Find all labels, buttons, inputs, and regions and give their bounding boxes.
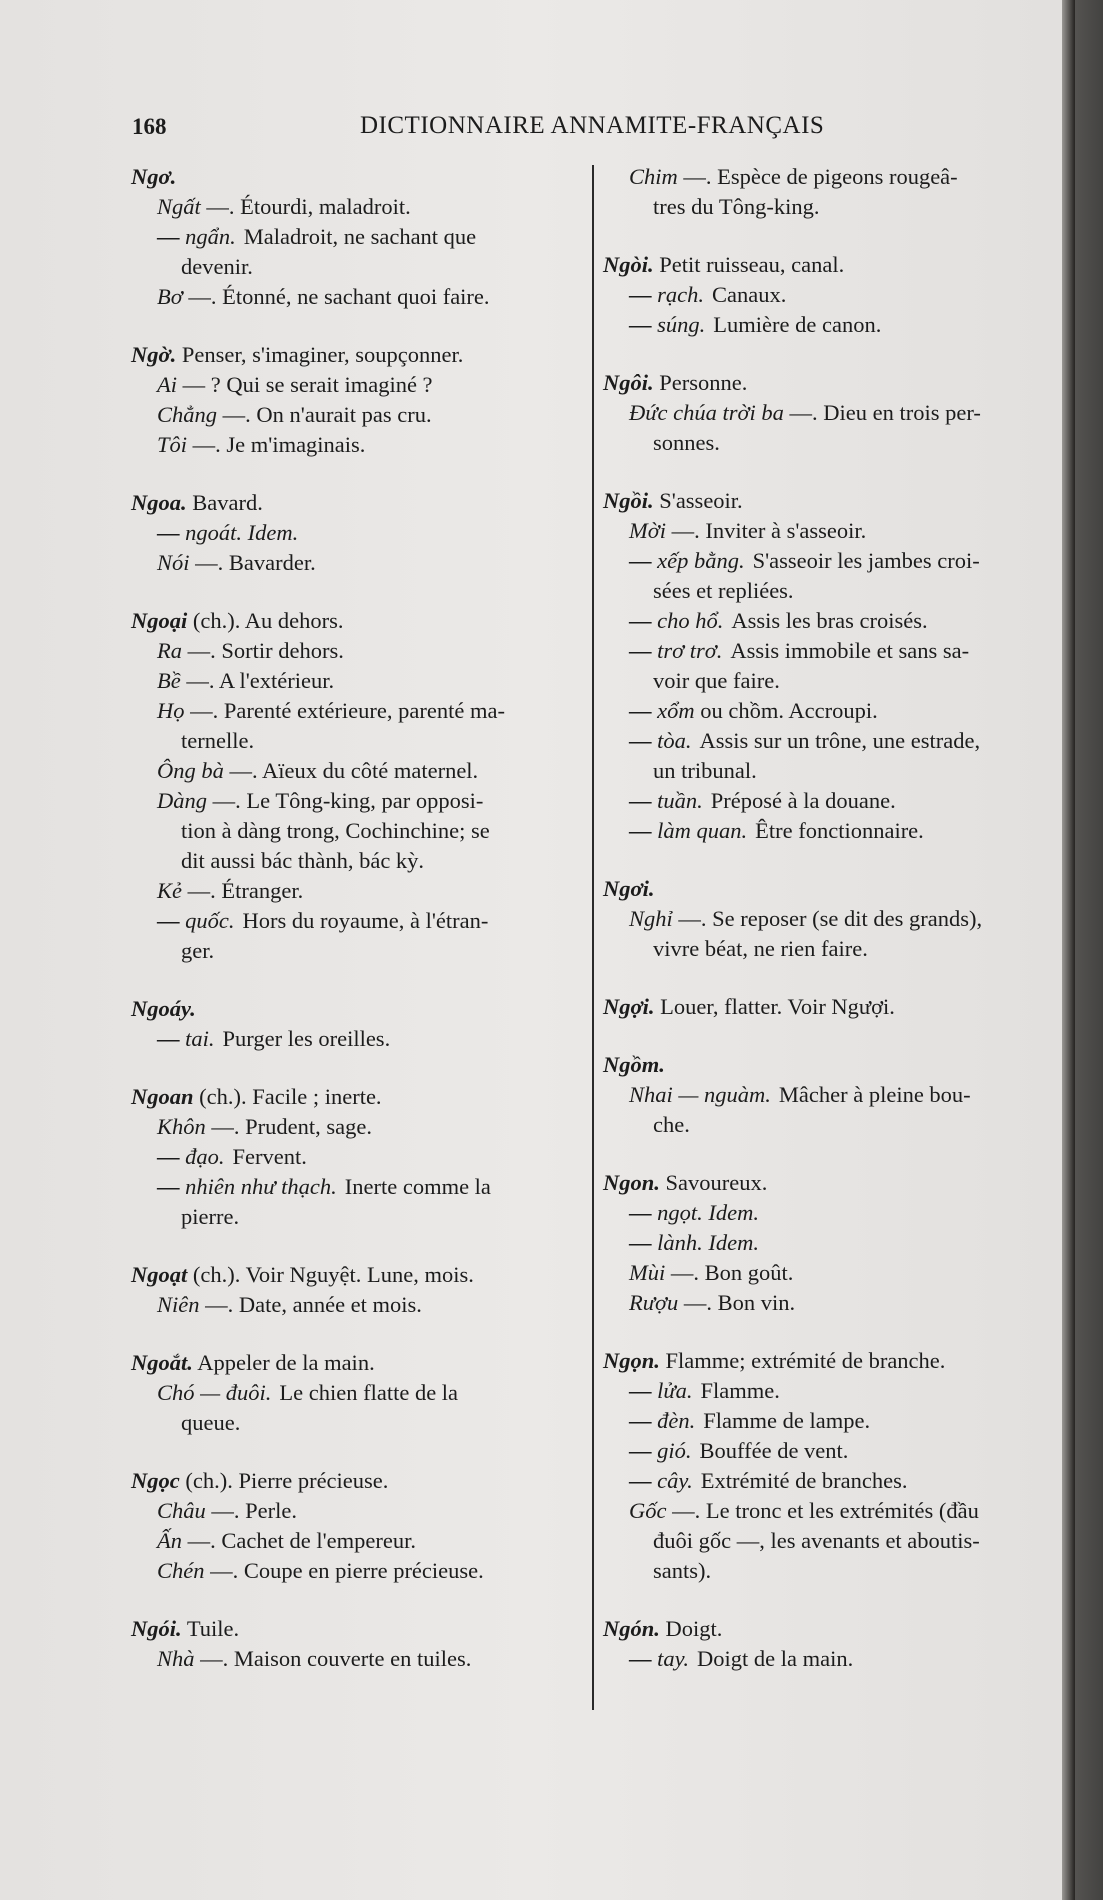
dictionary-entry: [603, 486, 1053, 846]
entry-continuation: [603, 1556, 1053, 1586]
entry-subline: [131, 518, 583, 548]
vietnamese-term: ngoát. Idem.: [185, 520, 299, 545]
entry-subline: [131, 696, 583, 726]
definition-text: Savoureux.: [659, 1170, 768, 1195]
vietnamese-term: ngọt. Idem.: [657, 1200, 759, 1225]
dictionary-entry: [603, 250, 1053, 340]
vietnamese-term: Nhà: [157, 1646, 195, 1671]
entry-continuation: [603, 428, 1053, 458]
entry-dash: —: [629, 548, 658, 573]
entry-subline: [131, 666, 583, 696]
entry-subline: [603, 546, 1053, 576]
entry-subline: [603, 606, 1053, 636]
page-number: 168: [132, 114, 167, 139]
entry-subline: [131, 786, 583, 816]
dictionary-entry: [131, 1466, 583, 1586]
definition-text: Louer, flatter. Voir Ngượi.: [654, 994, 895, 1019]
vietnamese-term: cây.: [657, 1468, 693, 1493]
dictionary-entry: [131, 606, 583, 966]
vietnamese-term: Dàng: [157, 788, 207, 813]
entry-dash: —: [629, 788, 658, 813]
entry-subline: [131, 876, 583, 906]
dictionary-entry: [603, 1346, 1053, 1586]
dictionary-entry: [131, 1082, 583, 1232]
headword: Ngoa.: [131, 490, 187, 515]
definition-text: Préposé à la douane.: [710, 788, 896, 813]
entry-dash: —: [629, 312, 658, 337]
definition-text: sonnes.: [653, 430, 720, 455]
definition-text: Doigt de la main.: [697, 1646, 854, 1671]
vietnamese-term: tòa.: [657, 728, 692, 753]
definition-text: —. Espèce de pigeons rougeâ-: [677, 164, 958, 189]
vietnamese-term: Chén: [157, 1558, 205, 1583]
entry-subline: [131, 906, 583, 936]
vietnamese-term: Nói: [157, 550, 190, 575]
entry-continuation: [603, 192, 1053, 222]
vietnamese-term: Bề: [157, 668, 181, 693]
entry-dash: —: [157, 1174, 186, 1199]
definition-text: —. Coupe en pierre précieuse.: [204, 1558, 484, 1583]
vietnamese-term: làm quan.: [657, 818, 748, 843]
vietnamese-term: Ấn: [157, 1528, 182, 1553]
entry-dash: —: [629, 282, 658, 307]
definition-text: —. Aïeux du côté maternel.: [223, 758, 479, 783]
dictionary-entry: [603, 1614, 1053, 1674]
vietnamese-term: Tôi: [157, 432, 188, 457]
definition-text: tres du Tông-king.: [653, 194, 820, 219]
definition-text: ou chồm. Accroupi.: [694, 698, 878, 723]
entry-headword-line: [131, 340, 583, 370]
vietnamese-term: cho hổ.: [657, 608, 724, 633]
definition-text: voir que faire.: [653, 668, 780, 693]
definition-text: Fervent.: [232, 1144, 307, 1169]
dictionary-entry: [131, 994, 583, 1054]
definition-text: sées et repliées.: [653, 578, 794, 603]
vietnamese-term: Họ: [157, 698, 185, 723]
headword: Ngoáy.: [131, 996, 196, 1021]
entry-headword-line: [603, 486, 1053, 516]
entry-headword-line: [131, 1614, 583, 1644]
definition-text: —. Bon vin.: [678, 1290, 796, 1315]
headword: Ngoạt: [131, 1262, 188, 1287]
definition-text: Mâcher à pleine bou-: [778, 1082, 971, 1107]
entry-continuation: [131, 726, 583, 756]
dictionary-entry: [131, 1260, 583, 1320]
entry-continuation: [131, 252, 583, 282]
entry-dash: —: [629, 1646, 658, 1671]
definition-text: Être fonctionnaire.: [755, 818, 924, 843]
vietnamese-term: Ngất: [157, 194, 201, 219]
entry-dash: —: [629, 638, 658, 663]
entry-dash: —: [629, 818, 658, 843]
definition-text: pierre.: [181, 1204, 240, 1229]
vietnamese-term: Mùi: [629, 1260, 666, 1285]
definition-text: un tribunal.: [653, 758, 757, 783]
entry-subline: [603, 1288, 1053, 1318]
entry-headword-line: [131, 1466, 583, 1496]
vietnamese-term: tay.: [657, 1646, 689, 1671]
entry-subline: [603, 398, 1053, 428]
definition-text: —. Se reposer (se dit des grands),: [672, 906, 983, 931]
entry-dash: —: [157, 1026, 186, 1051]
dictionary-entry: [131, 1348, 583, 1438]
definition-text: ternelle.: [181, 728, 255, 753]
entry-continuation: [603, 666, 1053, 696]
column-divider: [592, 165, 594, 1710]
vietnamese-term: lành. Idem.: [657, 1230, 759, 1255]
entry-headword-line: [131, 1082, 583, 1112]
entry-subline: [603, 1466, 1053, 1496]
entry-dash: —: [629, 608, 658, 633]
vietnamese-term: tai.: [185, 1026, 215, 1051]
entry-headword-line: [131, 994, 583, 1024]
headword: Ngói.: [131, 1616, 182, 1641]
entry-subline: [603, 310, 1053, 340]
entry-headword-line: [603, 1614, 1053, 1644]
entry-subline: [603, 162, 1053, 192]
entry-continuation: [603, 934, 1053, 964]
headword: Ngợi.: [603, 994, 655, 1019]
entry-dash: —: [629, 728, 658, 753]
entry-subline: [603, 904, 1053, 934]
vietnamese-term: Gốc: [629, 1498, 667, 1523]
dictionary-entry: [131, 1614, 583, 1674]
entry-subline: [603, 636, 1053, 666]
entry-subline: [603, 1198, 1053, 1228]
definition-text: S'asseoir les jambes croi-: [752, 548, 980, 573]
definition-text: Hors du royaume, à l'étran-: [242, 908, 489, 933]
definition-text: —. Cachet de l'empereur.: [182, 1528, 416, 1553]
entry-subline: [603, 726, 1053, 756]
entry-subline: [131, 548, 583, 578]
definition-text: Petit ruisseau, canal.: [653, 252, 845, 277]
definition-text: Le chien flatte de la: [279, 1380, 459, 1405]
vietnamese-term: đạo.: [185, 1144, 225, 1169]
headword: Ngờ.: [131, 342, 177, 367]
entry-dash: —: [629, 1230, 658, 1255]
headword: Ngón.: [603, 1616, 660, 1641]
definition-text: —. Dieu en trois per-: [783, 400, 981, 425]
vietnamese-term: Bơ: [157, 284, 183, 309]
vietnamese-term: trơ trơ.: [657, 638, 723, 663]
entry-subline: [603, 696, 1053, 726]
entry-continuation: [131, 816, 583, 846]
entry-dash: —: [629, 1378, 658, 1403]
definition-text: Maladroit, ne sachant que: [243, 224, 477, 249]
entry-subline: [131, 430, 583, 460]
entry-subline: [131, 192, 583, 222]
definition-text: (ch.). Pierre précieuse.: [179, 1468, 389, 1493]
definition-text: Assis les bras croisés.: [731, 608, 928, 633]
entry-headword-line: [131, 1348, 583, 1378]
entry-headword-line: [603, 992, 1053, 1022]
headword: Ngơ.: [131, 164, 177, 189]
entry-headword-line: [131, 606, 583, 636]
definition-text: —. Le tronc et les extrémités (đầu: [666, 1498, 979, 1523]
entry-subline: [603, 1228, 1053, 1258]
right-column: [603, 162, 1053, 1702]
entry-headword-line: [131, 162, 583, 192]
definition-text: —. Parenté extérieure, parenté ma-: [184, 698, 505, 723]
vietnamese-term: Đức chúa trời ba: [629, 400, 784, 425]
headword: Ngoắt.: [131, 1350, 193, 1375]
entry-subline: [603, 786, 1053, 816]
entry-continuation: [131, 1202, 583, 1232]
vietnamese-term: đèn.: [657, 1408, 696, 1433]
definition-text: vivre béat, ne rien faire.: [653, 936, 868, 961]
vietnamese-term: Chim: [629, 164, 678, 189]
definition-text: —. Sortir dehors.: [182, 638, 344, 663]
headword: Ngơi.: [603, 876, 655, 901]
vietnamese-term: Chẳng: [157, 402, 218, 427]
entry-dash: —: [157, 224, 186, 249]
definition-text: —. Le Tông-king, par opposi-: [207, 788, 484, 813]
headword: Ngồi.: [603, 488, 654, 513]
definition-text: ger.: [181, 938, 215, 963]
definition-text: —. Bon goût.: [665, 1260, 794, 1285]
entry-dash: —: [629, 1438, 658, 1463]
definition-text: —. On n'aurait pas cru.: [217, 402, 432, 427]
entry-subline: [603, 1258, 1053, 1288]
headword: Ngoan: [131, 1084, 194, 1109]
entry-dash: —: [629, 1468, 658, 1493]
headword: Ngồm.: [603, 1052, 665, 1077]
left-column: [131, 162, 583, 1702]
entry-subline: [131, 222, 583, 252]
entry-subline: [131, 1526, 583, 1556]
definition-text: Inerte comme la: [344, 1174, 491, 1199]
entry-subline: [131, 756, 583, 786]
definition-text: —. Date, année et mois.: [199, 1292, 422, 1317]
vietnamese-term: súng.: [657, 312, 706, 337]
entry-dash: —: [157, 908, 186, 933]
vietnamese-term: Ai: [157, 372, 177, 397]
entry-subline: [131, 370, 583, 400]
headword: Ngôi.: [603, 370, 654, 395]
dictionary-entry: [603, 992, 1053, 1022]
entry-subline: [131, 636, 583, 666]
entry-headword-line: [603, 1346, 1053, 1376]
definition-text: —. Bavarder.: [189, 550, 316, 575]
vietnamese-term: Khôn: [157, 1114, 206, 1139]
entry-subline: [603, 1496, 1053, 1526]
vietnamese-term: Châu: [157, 1498, 206, 1523]
entry-dash: —: [629, 1408, 658, 1433]
entry-continuation: [603, 756, 1053, 786]
definition-text: —. Étranger.: [182, 878, 304, 903]
definition-text: Lumière de canon.: [713, 312, 882, 337]
entry-dash: —: [157, 520, 186, 545]
entry-subline: [131, 1556, 583, 1586]
definition-text: Flamme; extrémité de branche.: [659, 1348, 946, 1373]
definition-text: Assis sur un trône, une estrade,: [699, 728, 981, 753]
vietnamese-term: xếp bằng.: [657, 548, 745, 573]
vietnamese-term: Nghỉ: [629, 906, 673, 931]
entry-headword-line: [603, 250, 1053, 280]
entry-continuation: [131, 936, 583, 966]
entry-headword-line: [603, 1168, 1053, 1198]
entry-headword-line: [603, 1050, 1053, 1080]
entry-subline: [131, 1496, 583, 1526]
entry-subline: [131, 1378, 583, 1408]
definition-text: sants).: [653, 1558, 712, 1583]
vietnamese-term: Ông bà: [157, 758, 224, 783]
definition-text: —. A l'extérieur.: [180, 668, 335, 693]
entry-headword-line: [131, 1260, 583, 1290]
definition-text: Purger les oreilles.: [222, 1026, 391, 1051]
definition-text: — ? Qui se serait imaginé ?: [177, 372, 433, 397]
definition-text: (ch.). Au dehors.: [187, 608, 344, 633]
definition-text: đuôi gốc —, les avenants et aboutis-: [653, 1528, 980, 1553]
headword: Ngoại: [131, 608, 188, 633]
entry-headword-line: [603, 874, 1053, 904]
definition-text: Penser, s'imaginer, soupçonner.: [176, 342, 464, 367]
entry-subline: [131, 1112, 583, 1142]
dictionary-entry: [131, 488, 583, 578]
dictionary-entry: [603, 1050, 1053, 1140]
definition-text: Appeler de la main.: [192, 1350, 375, 1375]
entry-continuation: [603, 1526, 1053, 1556]
dictionary-entry: [131, 340, 583, 460]
definition-text: dit aussi bác thành, bác kỳ.: [181, 848, 425, 873]
definition-text: Personne.: [653, 370, 748, 395]
definition-text: —. Inviter à s'asseoir.: [666, 518, 867, 543]
entry-subline: [603, 516, 1053, 546]
headword: Ngòi.: [603, 252, 654, 277]
entry-continuation: [131, 1408, 583, 1438]
headword: Ngon.: [603, 1170, 660, 1195]
entry-subline: [131, 1024, 583, 1054]
definition-text: S'asseoir.: [653, 488, 743, 513]
entry-subline: [131, 1142, 583, 1172]
dictionary-entry: [603, 874, 1053, 964]
definition-text: —. Maison couverte en tuiles.: [194, 1646, 472, 1671]
dictionary-entry: [131, 162, 583, 312]
vietnamese-term: gió.: [657, 1438, 692, 1463]
vietnamese-term: rạch.: [657, 282, 704, 307]
entry-subline: [131, 282, 583, 312]
definition-text: Doigt.: [659, 1616, 723, 1641]
entry-continuation: [603, 1110, 1053, 1140]
definition-text: queue.: [181, 1410, 241, 1435]
vietnamese-term: Ra: [157, 638, 182, 663]
vietnamese-term: ngẩn.: [185, 224, 236, 249]
vietnamese-term: Kẻ: [157, 878, 182, 903]
entry-headword-line: [603, 368, 1053, 398]
headword: Ngọc: [131, 1468, 180, 1493]
definition-text: Assis immobile et sans sa-: [730, 638, 970, 663]
vietnamese-term: Chó — đuôi.: [157, 1380, 272, 1405]
vietnamese-term: quốc.: [185, 908, 235, 933]
vietnamese-term: tuần.: [657, 788, 703, 813]
vietnamese-term: xổm: [657, 698, 695, 723]
definition-text: —. Étonné, ne sachant quoi faire.: [182, 284, 490, 309]
definition-text: —. Perle.: [205, 1498, 297, 1523]
entry-dash: —: [157, 1144, 186, 1169]
vietnamese-term: Mời: [629, 518, 667, 543]
vietnamese-term: Nhai — nguàm.: [629, 1082, 771, 1107]
entry-dash: —: [629, 698, 658, 723]
definition-text: (ch.). Facile ; inerte.: [193, 1084, 382, 1109]
definition-text: Tuile.: [181, 1616, 240, 1641]
vietnamese-term: lửa.: [657, 1378, 693, 1403]
definition-text: Bavard.: [186, 490, 263, 515]
entry-subline: [603, 1406, 1053, 1436]
definition-text: Canaux.: [712, 282, 787, 307]
entry-subline: [603, 280, 1053, 310]
dictionary-entry: [603, 368, 1053, 458]
dictionary-entry: [603, 1168, 1053, 1318]
definition-text: devenir.: [181, 254, 253, 279]
entry-continuation: [131, 846, 583, 876]
entry-subline: [131, 1644, 583, 1674]
definition-text: —. Prudent, sage.: [205, 1114, 372, 1139]
dictionary-entry: [603, 162, 1053, 222]
definition-text: —. Étourdi, maladroit.: [200, 194, 411, 219]
entry-subline: [603, 816, 1053, 846]
entry-headword-line: [131, 488, 583, 518]
entry-subline: [131, 1290, 583, 1320]
entry-dash: —: [629, 1200, 658, 1225]
definition-text: che.: [653, 1112, 690, 1137]
vietnamese-term: nhiên như thạch.: [185, 1174, 337, 1199]
definition-text: Flamme.: [700, 1378, 780, 1403]
vietnamese-term: Rượu: [629, 1290, 679, 1315]
headword: Ngọn.: [603, 1348, 660, 1373]
entry-continuation: [603, 576, 1053, 606]
entry-subline: [603, 1644, 1053, 1674]
facing-page-edge: [1075, 0, 1103, 1900]
definition-text: Flamme de lampe.: [703, 1408, 871, 1433]
definition-text: (ch.). Voir Nguyệt. Lune, mois.: [187, 1262, 474, 1287]
definition-text: Extrémité de branches.: [700, 1468, 908, 1493]
entry-subline: [603, 1080, 1053, 1110]
entry-subline: [131, 400, 583, 430]
definition-text: Bouffée de vent.: [699, 1438, 849, 1463]
definition-text: tion à dàng trong, Cochinchine; se: [181, 818, 490, 843]
entry-subline: [603, 1436, 1053, 1466]
vietnamese-term: Niên: [157, 1292, 200, 1317]
running-title: DICTIONNAIRE ANNAMITE-FRANÇAIS: [360, 112, 825, 139]
entry-subline: [603, 1376, 1053, 1406]
entry-subline: [131, 1172, 583, 1202]
definition-text: —. Je m'imaginais.: [187, 432, 366, 457]
